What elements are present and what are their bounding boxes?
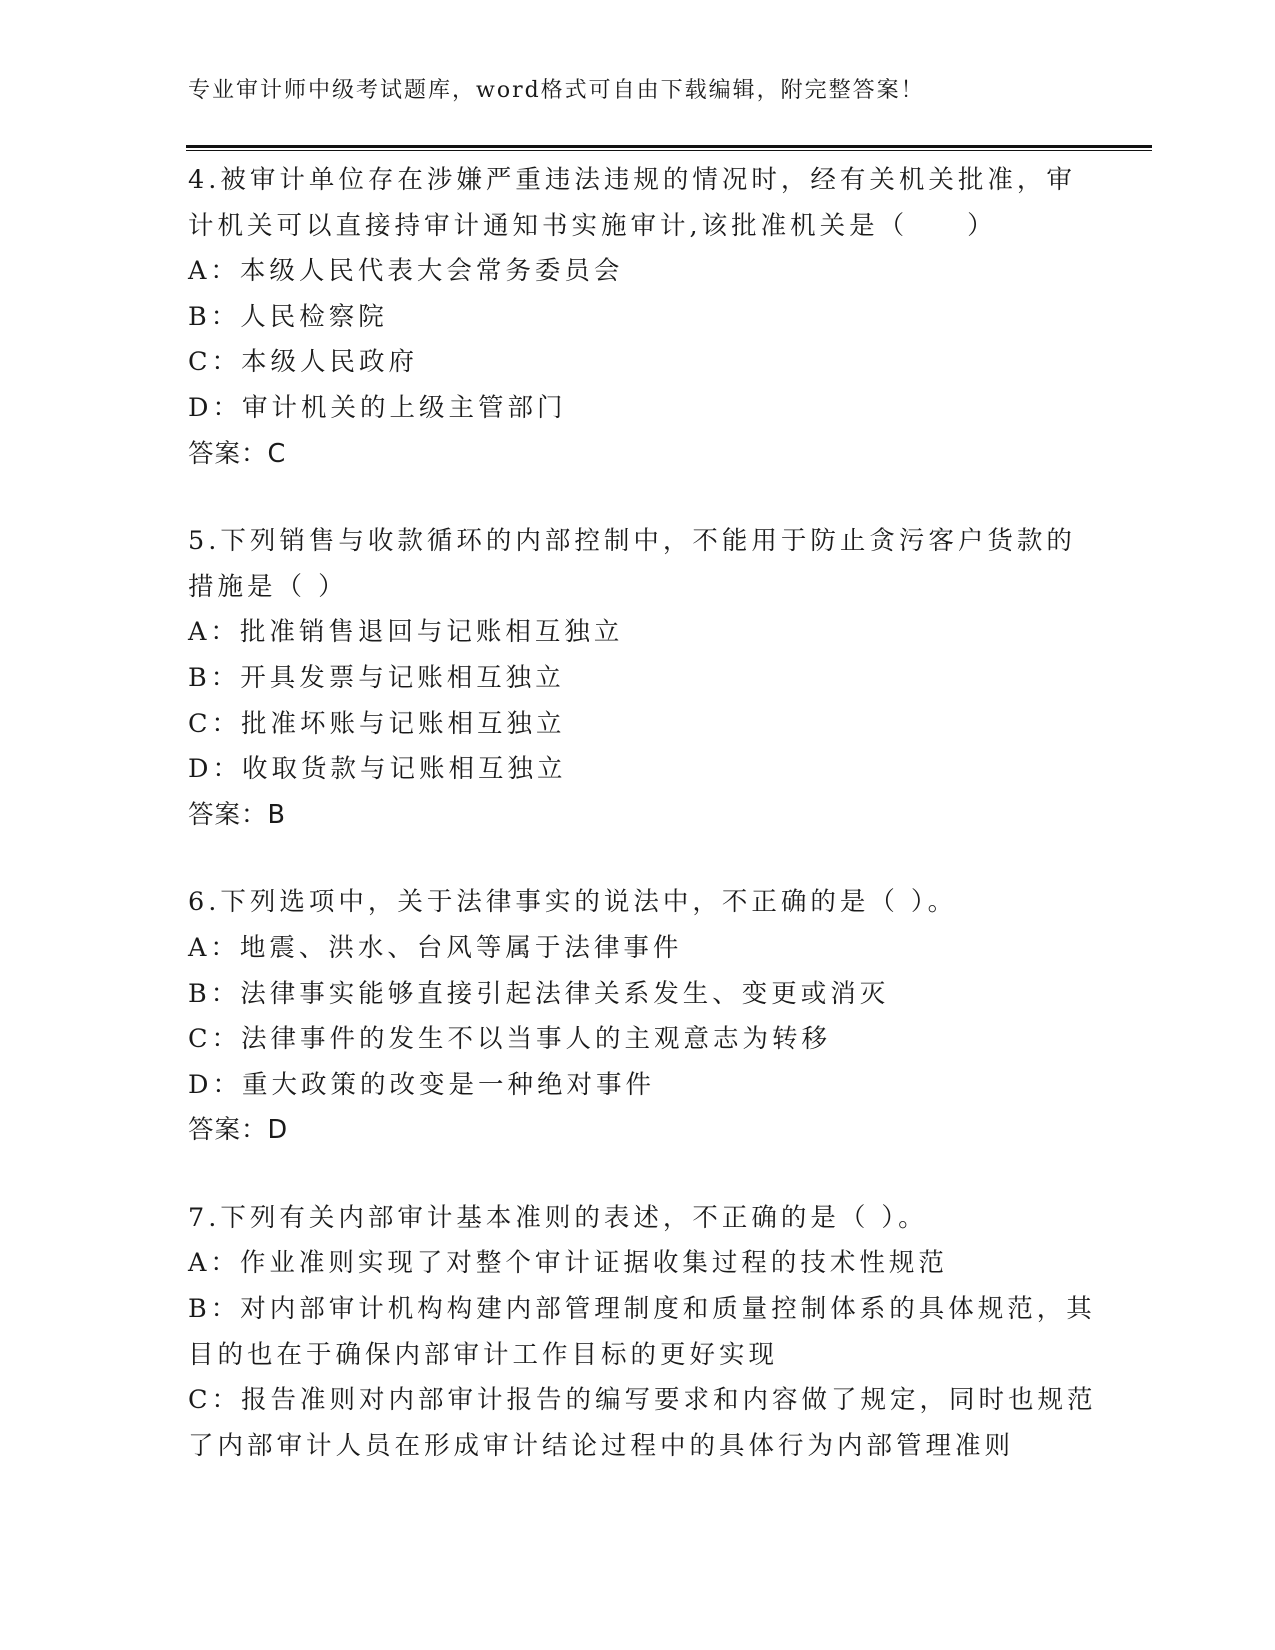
question-text: 措施是（ ） [188, 571, 348, 602]
question-text: 7.下列有关内部审计基本准则的表述，不正确的是（ ）。 [188, 1202, 928, 1233]
option-a: A：本级人民代表大会常务委员会 [188, 256, 624, 287]
question-text: 5.下列销售与收款循环的内部控制中，不能用于防止贪污客户货款的 [188, 526, 1076, 557]
option-c: C：报告准则对内部审计报告的编写要求和内容做了规定，同时也规范 [188, 1385, 1097, 1416]
option-a: A：批准销售退回与记账相互独立 [188, 617, 624, 648]
option-d: D：审计机关的上级主管部门 [188, 392, 567, 423]
question-4 [188, 158, 1088, 477]
option-b: B：法律事实能够直接引起法律关系发生、变更或消灭 [188, 978, 890, 1009]
question-6 [188, 880, 1088, 1154]
question-text: 6.下列选项中，关于法律事实的说法中，不正确的是（ ）。 [188, 887, 958, 918]
option-d: D：收取货款与记账相互独立 [188, 754, 567, 785]
answer-label: 答案：C [188, 438, 287, 469]
header-rule-thick [186, 145, 1152, 148]
answer-label: 答案：D [188, 1115, 289, 1146]
option-c: C：本级人民政府 [188, 347, 419, 378]
answer-label: 答案：B [188, 799, 286, 830]
page-header: 专业审计师中级考试题库，word格式可自由下载编辑，附完整答案！ [188, 78, 925, 103]
question-text: 计机关可以直接持审计通知书实施审计,该批准机关是（ ） [188, 210, 997, 241]
question-7 [188, 1196, 1097, 1470]
option-a: A：地震、洪水、台风等属于法律事件 [188, 932, 683, 963]
option-b-continued: 目的也在于确保内部审计工作目标的更好实现 [188, 1339, 779, 1370]
header-rule-thin [186, 150, 1152, 151]
option-b: B：对内部审计机构构建内部管理制度和质量控制体系的具体规范，其 [188, 1294, 1096, 1325]
question-5 [188, 519, 1088, 838]
option-c-continued: 了内部审计人员在形成审计结论过程中的具体行为内部管理准则 [188, 1430, 1015, 1461]
option-a: A：作业准则实现了对整个审计证据收集过程的技术性规范 [188, 1248, 948, 1279]
option-c: C：法律事件的发生不以当事人的主观意志为转移 [188, 1024, 832, 1055]
option-d: D：重大政策的改变是一种绝对事件 [188, 1069, 655, 1100]
option-b: B：开具发票与记账相互独立 [188, 662, 565, 693]
option-b: B：人民检察院 [188, 301, 388, 332]
question-text: 4.被审计单位存在涉嫌严重违法违规的情况时，经有关机关批准，审 [188, 165, 1076, 195]
option-c: C：批准坏账与记账相互独立 [188, 708, 566, 739]
question-list [188, 158, 1097, 1511]
